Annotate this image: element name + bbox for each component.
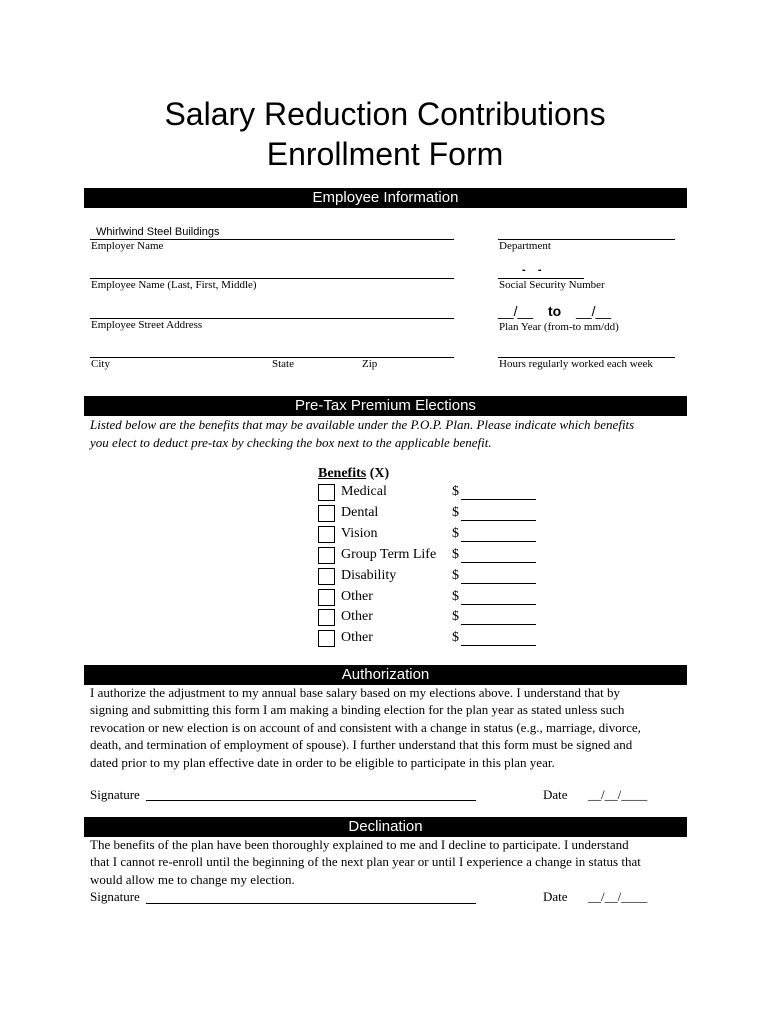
form-title-line1: Salary Reduction Contributions xyxy=(164,96,606,132)
benefit-amount-field[interactable] xyxy=(461,527,536,542)
benefit-checkbox[interactable] xyxy=(318,505,335,522)
authorization-text-line: I authorize the adjustment to my annual base salary based on my elections above. I understand that by xyxy=(90,685,620,700)
benefit-checkbox[interactable] xyxy=(318,609,335,626)
employee-name-label: Employee Name (Last, First, Middle) xyxy=(91,279,257,291)
pretax-intro-line2: you elect to deduct pre-tax by checking the box next to the applicable benefit. xyxy=(90,435,492,450)
authorization-text-line: dated prior to my plan effective date in order to be eligible to participate in this plan year. xyxy=(90,754,555,770)
benefit-label: Dental xyxy=(341,504,379,520)
city-label: City xyxy=(91,358,110,370)
ssn-label: Social Security Number xyxy=(499,279,605,291)
benefit-label: Other xyxy=(341,609,373,625)
authorization-text-line: revocation or new election is on account of and consistent with a change in status (e.g., marriage, divorce, xyxy=(90,719,641,735)
benefits-heading xyxy=(318,465,389,482)
benefit-currency: $ xyxy=(452,588,459,604)
declination-signature-label: Signature xyxy=(90,889,140,904)
declination-text-line: would allow me to change my election. xyxy=(90,871,295,887)
benefit-label: Group Term Life xyxy=(341,546,437,562)
plan-year-to-field[interactable]: __/__ xyxy=(576,303,612,319)
state-label: State xyxy=(272,358,294,370)
pretax-intro-line1: Listed below are the benefits that may be available under the P.O.P. Plan. Please indicate which benefits xyxy=(90,417,635,432)
authorization-date-label: Date xyxy=(543,787,568,802)
benefit-currency: $ xyxy=(452,525,459,541)
benefit-currency: $ xyxy=(452,484,459,499)
declination-date-label: Date xyxy=(543,889,568,904)
benefit-currency: $ xyxy=(452,609,459,625)
plan-year-to-word: to xyxy=(548,303,562,319)
hours-label: Hours regularly worked each week xyxy=(499,358,653,370)
benefits-heading-mark: (X) xyxy=(366,466,390,481)
benefit-label: Disability xyxy=(341,567,397,583)
benefit-amount-field[interactable] xyxy=(461,485,536,500)
zip-label: Zip xyxy=(362,358,378,370)
benefit-checkbox[interactable] xyxy=(318,547,335,564)
benefit-label: Other xyxy=(341,630,373,646)
benefits-heading-text: Benefits xyxy=(318,466,367,481)
benefit-label: Vision xyxy=(341,525,378,541)
benefit-amount-field[interactable] xyxy=(461,548,536,563)
benefit-currency: $ xyxy=(452,630,459,646)
section-header-authorization: Authorization xyxy=(84,665,687,685)
benefit-amount-field[interactable] xyxy=(461,506,536,521)
authorization-date-field[interactable]: __/__/____ xyxy=(588,787,648,802)
authorization-text-line: signing and submitting this form I am making a binding election for the plan year as stated unless such xyxy=(90,702,625,718)
department-label: Department xyxy=(499,240,551,252)
section-header-declination: Declination xyxy=(84,817,687,837)
plan-year-label: Plan Year (from-to mm/dd) xyxy=(499,321,619,333)
ssn-mask: - - xyxy=(522,264,542,276)
employer-name-value: Whirlwind Steel Buildings xyxy=(96,226,220,238)
benefit-checkbox[interactable] xyxy=(318,589,335,606)
employer-name-label: Employer Name xyxy=(91,240,164,252)
section-header-employee-information: Employee Information xyxy=(84,188,687,208)
declination-text-line: that I cannot re-enroll until the beginning of the next plan year or until I experience a change in status that xyxy=(90,854,641,870)
benefit-currency: $ xyxy=(452,546,459,562)
benefit-amount-field[interactable] xyxy=(461,610,536,625)
benefit-amount-field[interactable] xyxy=(461,569,536,584)
benefit-currency: $ xyxy=(452,504,459,520)
benefit-amount-field[interactable] xyxy=(461,631,536,646)
benefit-label: Other xyxy=(341,588,373,604)
benefit-label: Medical xyxy=(341,484,387,499)
benefit-checkbox[interactable] xyxy=(318,630,335,647)
declination-text-line: The benefits of the plan have been thoroughly explained to me and I decline to participate. I understand xyxy=(90,837,629,852)
authorization-signature-label: Signature xyxy=(90,787,140,802)
benefit-amount-field[interactable] xyxy=(461,590,536,605)
benefit-currency: $ xyxy=(452,567,459,583)
section-header-pretax-elections: Pre-Tax Premium Elections xyxy=(84,396,687,416)
benefit-checkbox[interactable] xyxy=(318,568,335,585)
authorization-signature-field[interactable] xyxy=(146,800,476,801)
declination-date-field[interactable]: __/__/____ xyxy=(588,889,648,904)
benefit-checkbox[interactable] xyxy=(318,526,335,543)
benefit-checkbox[interactable] xyxy=(318,484,335,501)
authorization-text-line: death, and termination of employment of spouse). I further understand that this form must be signed and xyxy=(90,737,633,753)
plan-year-from-field[interactable]: __/__ xyxy=(498,303,534,319)
declination-signature-field[interactable] xyxy=(146,903,476,904)
street-address-label: Employee Street Address xyxy=(91,319,203,331)
form-title-line2: Enrollment Form xyxy=(266,136,504,172)
